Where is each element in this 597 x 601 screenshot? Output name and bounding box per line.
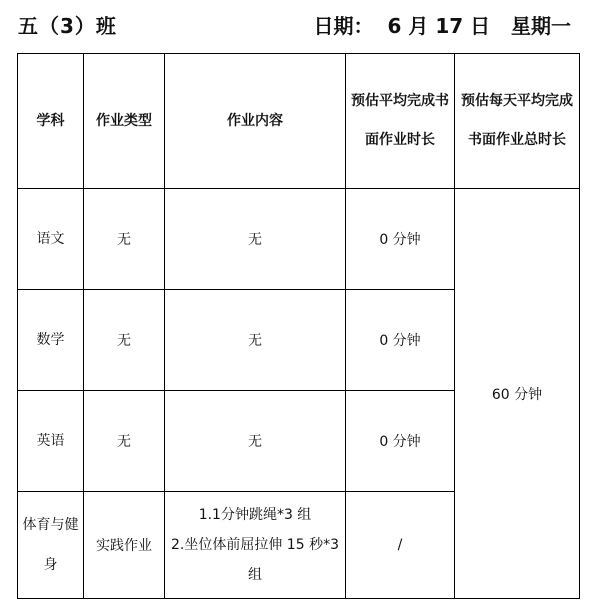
subject-cell: 数学 [18, 290, 84, 391]
content-cell: 无 [165, 290, 346, 391]
time-cell: 0 分钟 [346, 189, 455, 290]
content-line: 1.1分钟跳绳*3 组 [198, 507, 312, 523]
content-line: 组 [248, 567, 262, 583]
subject-cell: 英语 [18, 391, 84, 492]
type-cell: 无 [84, 189, 165, 290]
type-cell: 实践作业 [84, 492, 165, 599]
total-time-cell: 60 分钟 [455, 189, 580, 599]
header-estimated-time: 预估平均完成书面作业时长 [346, 54, 455, 189]
homework-table [17, 53, 580, 599]
header-estimated-total: 预估每天平均完成书面作业总时长 [455, 54, 580, 189]
date-line: 日期： 6 月 17 日 星期一 [313, 14, 571, 38]
content-line: 2.坐位体前屈拉伸 15 秒*3 [171, 537, 339, 553]
header-subject: 学科 [18, 54, 84, 189]
content-cell: 无 [165, 189, 346, 290]
subject-cell: 语文 [18, 189, 84, 290]
table-row [18, 189, 580, 290]
class-name: 五（3）班 [18, 14, 117, 38]
subject-cell: 体育与健身 [18, 492, 84, 599]
page-header [0, 6, 597, 42]
header-homework-type: 作业类型 [84, 54, 165, 189]
table-header-row [18, 54, 580, 189]
time-cell: / [346, 492, 455, 599]
content-cell [165, 492, 346, 599]
time-cell: 0 分钟 [346, 290, 455, 391]
header-homework-content: 作业内容 [165, 54, 346, 189]
time-cell: 0 分钟 [346, 391, 455, 492]
type-cell: 无 [84, 290, 165, 391]
content-cell: 无 [165, 391, 346, 492]
type-cell: 无 [84, 391, 165, 492]
